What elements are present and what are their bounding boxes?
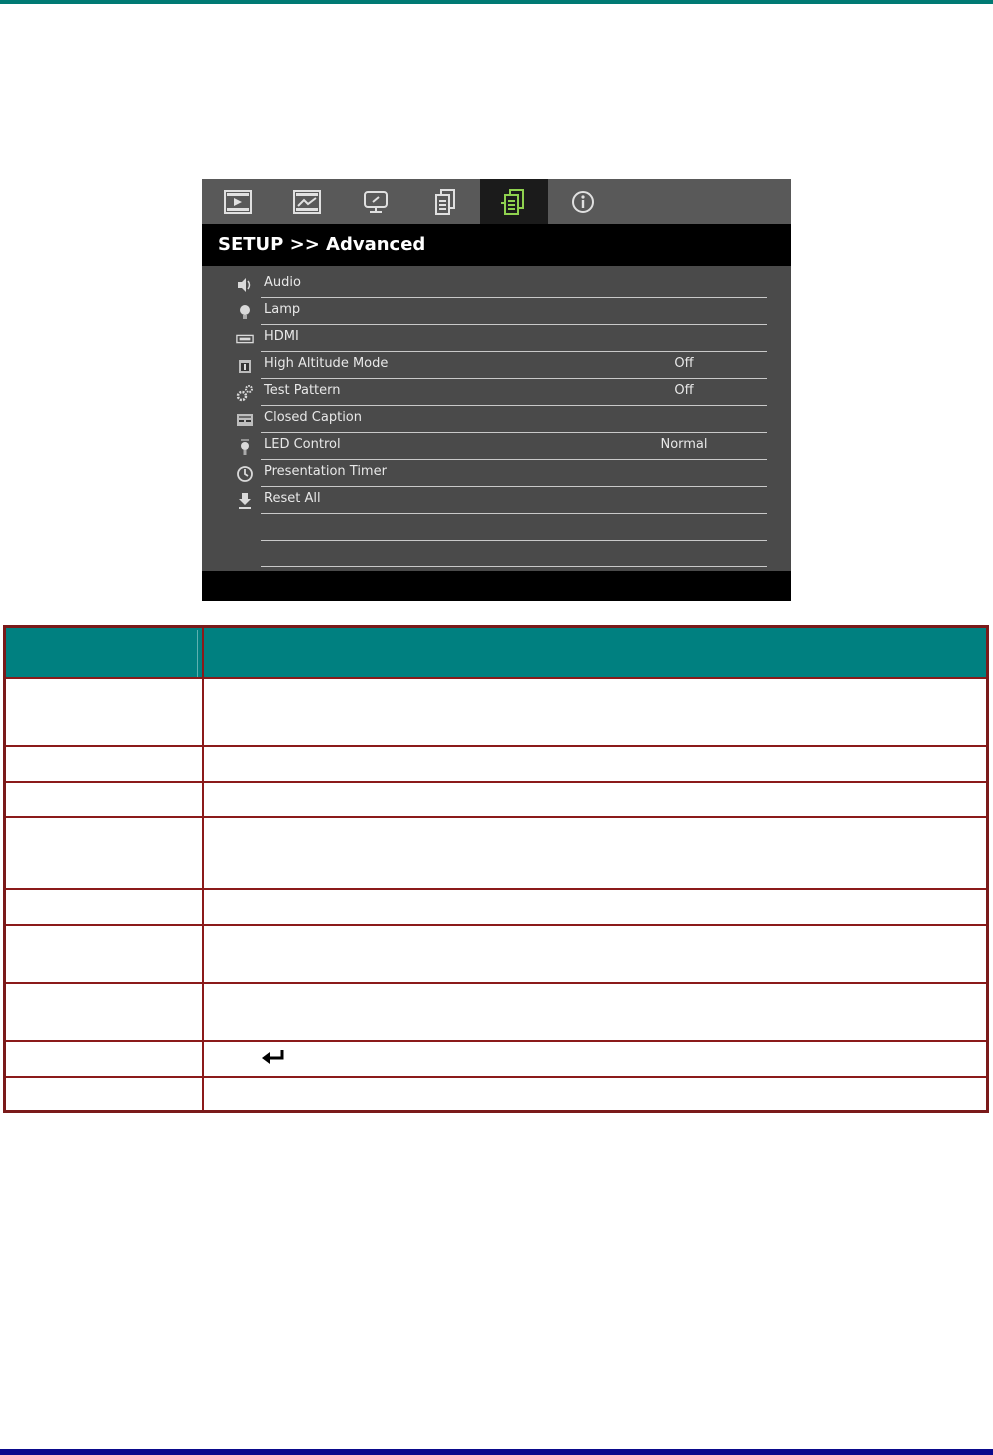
- table-row: [5, 1077, 988, 1111]
- table-cell: [5, 782, 204, 817]
- menu-item-label: HDMI: [264, 329, 299, 344]
- tab-status[interactable]: [549, 179, 617, 224]
- table-row: [5, 817, 988, 889]
- table-cell: [5, 1077, 204, 1111]
- table-header-description: [203, 627, 988, 679]
- computer-icon: [292, 189, 322, 215]
- tab-setting[interactable]: [342, 179, 410, 224]
- menu-item-value: Normal: [660, 437, 708, 452]
- table-cell: [203, 678, 988, 746]
- table-header-row: [5, 627, 988, 679]
- menu-item-label: Test Pattern: [264, 383, 341, 398]
- table-cell: [5, 889, 204, 925]
- setting-icon: [362, 189, 390, 215]
- status-icon: [570, 189, 596, 215]
- table-cell: [203, 782, 988, 817]
- description-table: [3, 625, 989, 1113]
- menu-item-value: Off: [674, 356, 694, 371]
- table-cell: [5, 678, 204, 746]
- table-cell: [203, 1041, 988, 1077]
- table-header-item: [5, 627, 204, 679]
- speaker-icon: [236, 276, 254, 294]
- table-cell: [5, 983, 204, 1041]
- top-rule: [0, 0, 993, 4]
- menu-item-value: Off: [674, 383, 694, 398]
- table-cell: [203, 889, 988, 925]
- table-cell: [5, 925, 204, 983]
- altitude-icon: [236, 357, 254, 375]
- menu-item-lamp[interactable]: [202, 298, 791, 325]
- menu-item-label: High Altitude Mode: [264, 356, 389, 371]
- reset-icon: [236, 492, 254, 510]
- bottom-rule: [0, 1449, 993, 1455]
- table-cell: [5, 1041, 204, 1077]
- osd-footer: [202, 571, 791, 601]
- menu-item-test-pattern[interactable]: [202, 379, 791, 406]
- tab-computer[interactable]: [273, 179, 341, 224]
- caption-icon: [236, 411, 254, 429]
- tab-setup-advanced[interactable]: [480, 179, 548, 224]
- osd-tab-bar: [202, 179, 791, 224]
- led-icon: [236, 438, 254, 456]
- table-cell: [5, 817, 204, 889]
- table-cell: [203, 746, 988, 782]
- menu-item-hdmi[interactable]: [202, 325, 791, 352]
- table-row: [5, 782, 988, 817]
- table-row: [5, 889, 988, 925]
- timer-icon: [236, 465, 254, 483]
- osd-menu: [202, 179, 791, 601]
- gears-icon: [236, 384, 254, 402]
- lamp-icon: [236, 303, 254, 321]
- table-row: [5, 925, 988, 983]
- table-row: [5, 746, 988, 782]
- menu-item-label: Lamp: [264, 302, 301, 317]
- menu-item-label: Presentation Timer: [264, 464, 387, 479]
- setup-basic-icon: [432, 188, 458, 216]
- osd-title-bar: [202, 224, 791, 266]
- menu-item-presentation-timer[interactable]: [202, 460, 791, 487]
- osd-title: SETUP >> Advanced: [218, 234, 426, 255]
- menu-item-empty: [202, 540, 791, 567]
- menu-item-label: Closed Caption: [264, 410, 362, 425]
- menu-item-label: Reset All: [264, 491, 321, 506]
- menu-item-closed-caption[interactable]: [202, 406, 791, 433]
- menu-item-label: Audio: [264, 275, 301, 290]
- hdmi-icon: [236, 330, 254, 348]
- table-row: [5, 983, 988, 1041]
- table-cell: [203, 983, 988, 1041]
- menu-item-led-control[interactable]: [202, 433, 791, 460]
- menu-item-high-altitude-mode[interactable]: [202, 352, 791, 379]
- picture-icon: [223, 189, 253, 215]
- menu-item-empty: [202, 514, 791, 541]
- menu-item-label: LED Control: [264, 437, 341, 452]
- tab-setup-basic[interactable]: [411, 179, 479, 224]
- menu-item-reset-all[interactable]: [202, 487, 791, 514]
- table-row: [5, 678, 988, 746]
- divider: [261, 566, 767, 567]
- enter-key-icon: [260, 1048, 286, 1066]
- table-cell: [203, 817, 988, 889]
- table-cell: [203, 1077, 988, 1111]
- tab-picture[interactable]: [204, 179, 272, 224]
- table-cell: [5, 746, 204, 782]
- table-cell: [203, 925, 988, 983]
- menu-item-audio[interactable]: [202, 271, 791, 298]
- table-row: [5, 1041, 988, 1077]
- setup-advanced-icon: [500, 188, 528, 216]
